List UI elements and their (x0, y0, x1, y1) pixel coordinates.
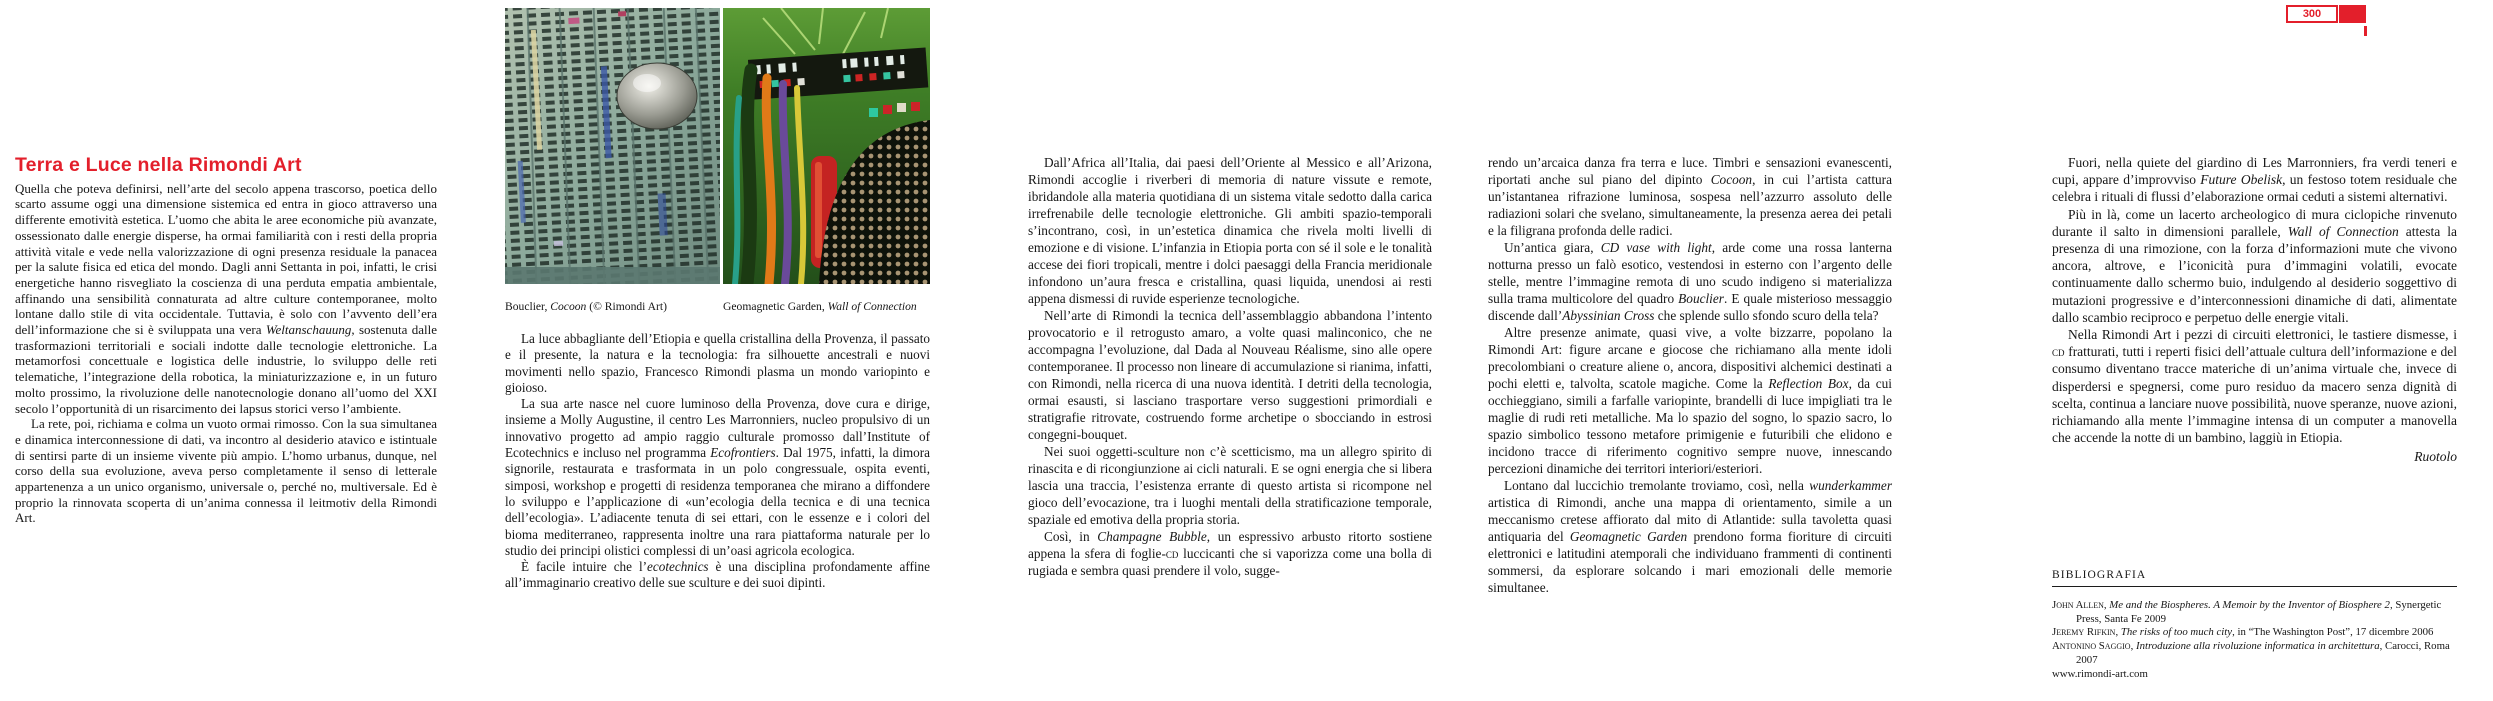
paragraph: Fuori, nella quiete del giardino di Les Marronniers, fra verdi teneri e cupi, appare d’improvviso Future Obelisk, un festoso totem residuale che celebra i rituali di flussi d’elaborazione ormai ceduti a sistemi alternativi. (2052, 155, 2457, 205)
paragraph: Nell’arte di Rimondi la tecnica dell’assemblaggio abbandona l’intento provocatorio e il retrogusto amaro, a volte quasi malinconico, che ne accompagna l’evoluzione, dal Dada al Nouveau Réalisme, sino alle opere contemporanee. Il processo non lineare di accumulazione si rianima, infatti, con Rimondi, nella ricerca di una nuova identità. I detriti della tecnologia, ormai esausti, si lasciano trasportare verso suggestioni primordiali e stratigrafie ritrovate, costruendo forme archetipe o sbocciando in estrosi congegni-bouquet. (1028, 308, 1432, 442)
paragraph: rendo un’arcaica danza fra terra e luce. Timbri e sensazioni evanescenti, riportati anche sul piano del dipinto Cocoon, in cui l’artista cattura un’istantanea rifrazione luminosa, sospesa nell’azzurro assoluto delle radiazioni solari che svelano, simultaneamente, la presenza aerea dei petali e la filigrana profonda delle radici. (1488, 155, 1892, 238)
page-number: 300 (2286, 5, 2338, 23)
page-number-badge (2286, 5, 2376, 39)
paragraph: La luce abbagliante dell’Etiopia e quella cristallina della Provenza, il passato e il presente, la natura e la tecnologia: fra silhouette ancestrali e nuovi movimenti nello spazio, Francesco Rimondi plasma un mondo variopinto e gioioso. (505, 331, 930, 395)
paragraph: Lontano dal luccichio tremolante troviamo, così, nella wunderkammer artistica di Rimondi, anche una mappa di orientamento, simile a un meccanismo cretese affiorato dal mito di Atlantide: sulla tavoletta quasi antiquaria del Geomagnetic Garden prendono forma fioriture di circuiti elettronici e latitudini atemporali che individuano frammenti di continenti sommersi, da esplorare solcando i mari emozionali delle memorie simultanee. (1488, 478, 1892, 595)
paragraph: È facile intuire che l’ecotechnics è una disciplina profondamente affine all’immaginario creativo delle sue sculture e dei suoi dipinti. (505, 559, 930, 591)
bibliography-entry: Jeremy Rifkin, The risks of too much city, in “The Washington Post”, 17 dicembre 2006 (2052, 626, 2434, 639)
bibliography-heading: BIBLIOGRAFIA (2052, 569, 2147, 581)
red-tab-block (2339, 5, 2366, 23)
article-title: Terra e Luce nella Rimondi Art (15, 154, 302, 176)
text-column-1 (15, 154, 437, 526)
paragraph: Altre presenze animate, quasi vive, a volte bizzarre, popolano la Rimondi Art: figure arcane e giocose che richiamano alla mente idoli precolombiani o creature aliene o, ancora, dispositivi alchemici destinati a pochi eletti e, talvolta, scatole magiche. Come la Reflection Box, da cui occhieggiano, simili a farfalle variopinte, brandelli di luce impigliati tra le maglie di rudi reti metalliche. Ma lo spazio del sogno, lo spazio sacro, lo spazio simbolico tessono metafore primigenie e futuribili che elidono e incidono tracce di riferimento cognitivo sempre nuove, innescando percezioni dinamiche dei territori interiori/esteriori. (1488, 325, 1892, 476)
bibliography-rule (2052, 586, 2457, 587)
paragraph: Un’antica giara, CD vase with light, arde come una rossa lanterna notturna presso un falò esotico, vestendosi in esterno con l’argento delle stelle, mentre l’immagine remota di uno scudo indigeno si materializza sulla trama multicolore del quadro Bouclier. E quale misterioso messaggio discende dall’Abyssinian Cross che splende sullo sfondo scuro della tela? (1488, 240, 1893, 323)
bibliography-entry: Antonino Saggio, Introduzione alla rivoluzione informatica in architettura, Carocci, Roma 2007 (2052, 640, 2450, 666)
text-column-5 (2052, 154, 2457, 466)
text-column-4 (1488, 154, 1892, 596)
paragraph: La rete, poi, richiama e colma un vuoto ormai rimosso. Con la sua simultanea e dinamica interconnessione di dati, va incontro al desiderio atavico e istintuale di sentirsi parte di un insieme vivente più ampio. L’homo urbanus, dunque, nel corso della sua evoluzione, aveva perso completamente il senso di letterale appartenenza a un unico organismo, universale o, perché no, multiversale. Ed è proprio la rinnovata scoperta di un’anima connessa il leitmotiv della Rimondi Art. (15, 416, 437, 526)
paragraph: Più in là, come un lacerto archeologico di mura ciclopiche rinvenuto durante il salto in dimensioni parallele, Wall of Connection attesta la presenza di una rimozione, con la forza d’informazioni mute che vivono ancora, altrove, e l’iconicità pura d’immagini volatili, evocate continuamente dallo schermo buio, indulgendo al desiderio soggettivo di mutazioni progressive e d’interconnessioni dinamiche di dati, alimentate dallo scambio reciproco e perpetuo delle energie vitali. (2052, 206, 2457, 325)
figure-caption-cocoon: Bouclier, Cocoon (© Rimondi Art) (505, 299, 667, 313)
figure-cocoon-image (505, 8, 720, 284)
paragraph: Nei suoi oggetti-sculture non c’è scetticismo, ma un allegro spirito di rinascita e di ricongiunzione ai cicli naturali. E se ogni energia che si libera lascia una traccia, l’esistenza errante di questo artista si ricompone nel gioco dell’evocazione, tra i luoghi mentali della stratificazione temporale, spaziale ed emotiva della propria storia. (1028, 444, 1432, 527)
paragraph: Quella che poteva definirsi, nell’arte del secolo appena trascorso, poetica dello scarto assume oggi una dimensione sistemica ed entra in gioco attraverso una differente emotività estetica. L’uomo che abita le aree economiche più avanzate, ossessionato dalle energie disperse, ha ormai familiarità con i resti della propria attività vitale e vede nella valorizzazione di ogni presenza residuale la panacea per la salute fisica ed etica del mondo. Dagli anni Settanta in poi, infatti, le crisi energetiche hanno risvegliato la coscienza di una perduta empatia ambientale, affinando una sensibilità connaturata ad altre culture contemporanee, molto lontane dallo stile di vita occidentale. Tuttavia, è solo con l’avvento dell’era dell’informazione che si è sviluppata una vera Weltanschauung, sostenuta dalle trasformazioni territoriali e sociali indotte dalle tecnologie elettroniche. La metamorfosi concettuale e logistica delle industrie, lo sviluppo delle reti telematiche, l’integrazione della robotica, la miniaturizzazione e, in un futuro molto prossimo, la rivoluzione delle nanotecnologie donano all’uomo del XXI secolo l’opportunità di un risarcimento dei lapsus storici verso l’ambiente. (15, 180, 437, 416)
red-tick-mark (2364, 26, 2367, 36)
figure-wall-of-connection-image (723, 8, 930, 284)
text-column-3 (1028, 154, 1432, 579)
circuit-wall-illustration (505, 8, 720, 284)
paragraph: La sua arte nasce nel cuore luminoso della Provenza, dove cura e dirige, insieme a Molly Augustine, il centro Les Marronniers, nucleo propulsivo di un innovativo progetto ad ampio raggio culturale promosso dall’Institute of Ecotechnics e incluso nel programma Ecofrontiers. Dal 1975, infatti, la dimora signorile, restaurata e trasformata in un polo congressuale, ospita eventi, simposi, workshop e progetti di residenza temporanea che mirano a diffondere lo sviluppo e l’applicazione di «un’ecologia della tecnica e di una tecnica dell’ecologia». L’adiacente tenuta di sei ettari, con le essenze e i colori del bioma mediterraneo, rappresenta inoltre una rara piattaforma naturale per lo studio dei principi olistici complessi di un’oasi agricola ecologica. (505, 396, 930, 558)
electronic-garden-illustration (723, 8, 930, 284)
bibliography-entry: John Allen, Me and the Biospheres. A Memoir by the Inventor of Biosphere 2, Synergetic Press, Santa Fe 2009 (2052, 598, 2442, 625)
figure-caption-wall-of-connection: Geomagnetic Garden, Wall of Connection (723, 299, 917, 313)
bibliography-entry: www.rimondi-art.com (2052, 667, 2148, 680)
paragraph: Così, in Champagne Bubble, un espressivo arbusto ritorto sostiene appena la sfera di foglie-cd luccicanti che si vaporizza come una bolla di rugiada e sembra quasi prendere il volo, sugge- (1028, 529, 1432, 578)
paragraph: Nella Rimondi Art i pezzi di circuiti elettronici, le tastiere dismesse, i cd fratturati, tutti i reperti fisici dell’attuale cultura dell’informazione e del consumo diventano tracce materiche di un’anima virtuale che, invece di disperdersi e spegnersi, come puro residuo da macero senza dignità di scelta, continua a lanciare nuove possibilità, nuove speranze, nuove azioni, richiamando alla mente l’immagine intensa di un computer a manovella che accende la notte di un bambino, laggiù in Etiopia. (2052, 327, 2457, 446)
bibliography-section (2052, 569, 2457, 682)
paragraph: Dall’Africa all’Italia, dai paesi dell’Oriente al Messico e all’Arizona, Rimondi accoglie i riverberi di memoria di nature vissute e remote, ibridandole alla materia quotidiana di un sistema vitale sedotto dalla carica irrefrenabile delle tecnologie elettroniche. Gli ambiti spazio-temporali s’incontrano, così, in un’estetica dinamica che rivela molti livelli di emozione e di visione. L’infanzia in Etiopia porta con sé il sole e le tonalità accese dei fiori tropicali, mentre i dolci paesaggi della Francia meridionale infondono un’aura fresca e cristallina, quasi liquida, unendosi ai resti appena dismessi di ruvide esperienze tecnologiche. (1028, 155, 1432, 306)
author-signature: Ruotolo (2414, 449, 2457, 465)
text-column-2 (505, 331, 930, 592)
